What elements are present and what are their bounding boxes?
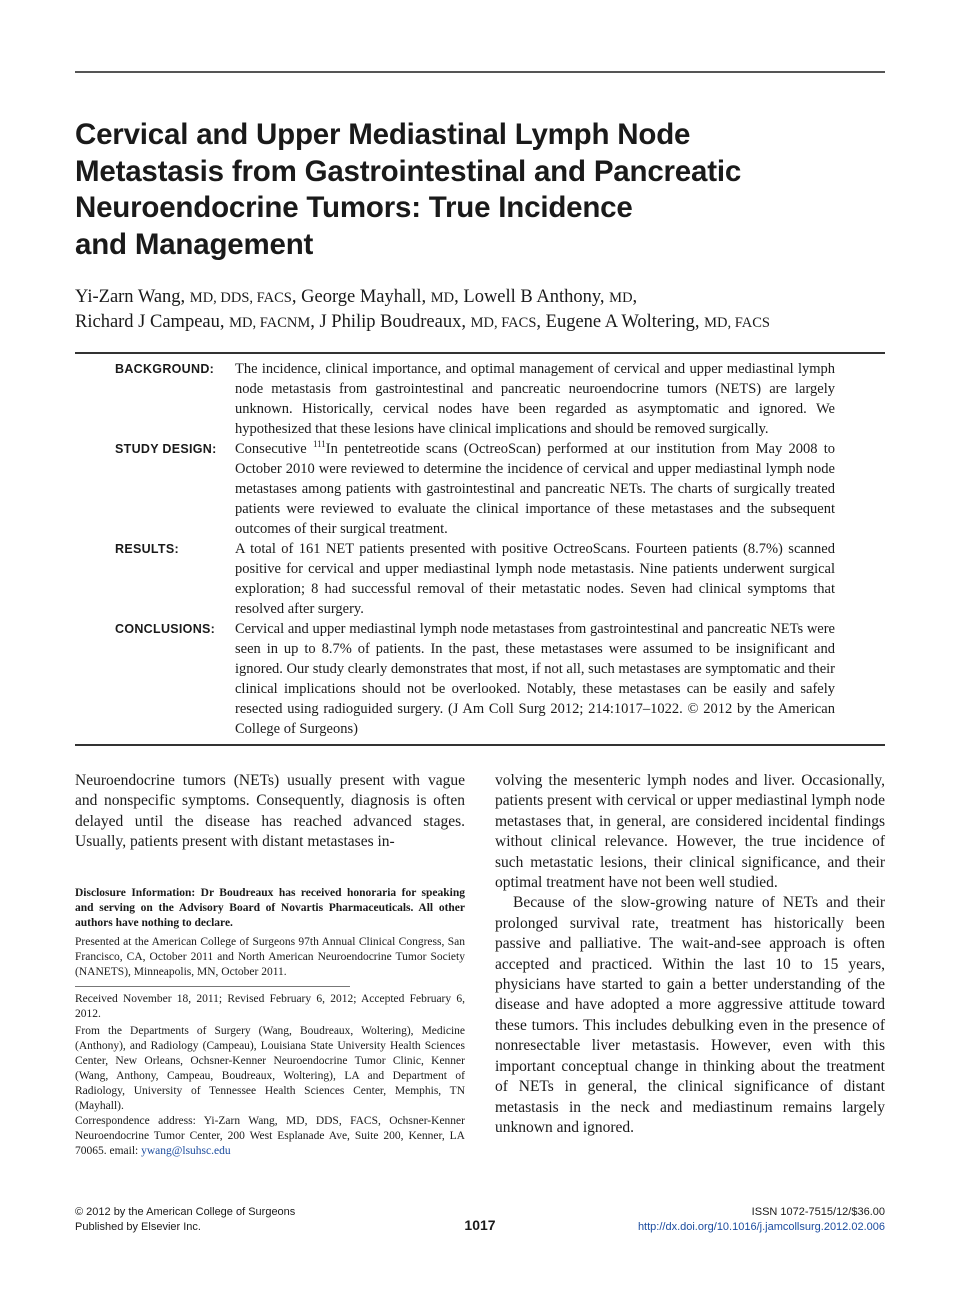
title-line: and Management (75, 227, 314, 261)
presented-note: Presented at the American College of Surgeons 97th Annual Clinical Congress, San Francisco, CA, October 2011 and North American Neuroendocrine Tumor Society (NANETS), Minneapolis, MN, October 2011. (75, 936, 465, 978)
author-list (75, 285, 885, 335)
abstract-results (75, 539, 885, 619)
abstract-top-rule (75, 352, 885, 354)
author-line: Yi-Zarn Wang, MD, DDS, FACS, George Mayhall, MD, Lowell B Anthony, MD, (75, 287, 638, 307)
section-label: RESULTS: (115, 542, 179, 556)
abstract-study-design (75, 439, 885, 539)
footnote-divider (75, 986, 350, 987)
abstract-conclusions (75, 619, 885, 739)
body-paragraph: volving the mesenteric lymph nodes and liver. Occasionally, patients present with cervical or upper mediastinal lymph node metastases that, in general, are considered incidental findings without clinical relevance. However, the true incidence of such metastatic lesions, their clinical significance, and their optimal treatment have not been well studied. (495, 772, 885, 892)
body-paragraph: Because of the slow-growing nature of NETs and their prolonged survival rate, treatment has historically been passive and palliative. The wait-and-see approach is often accepted and practiced. Within the last 10 to 15 years, physicians have started to gain a better understanding of the disease and have adopted a more aggressive attitude toward these tumors. This includes debulking even in the presence of nonresectable liver metastasis. However, even with this important conceptual change in thinking about the treatment of NETs in general, the clinical significance of distant metastasis in the neck and mediastinum remains largely unknown and ignored. (495, 894, 885, 1136)
doi-link[interactable]: http://dx.doi.org/10.1016/j.jamcollsurg.2012.02.006 (637, 1221, 885, 1233)
title-line: Metastasis from Gastrointestinal and Pancreatic (75, 154, 742, 188)
section-text: Cervical and upper mediastinal lymph node metastases from gastrointestinal and pancreatic NETs were seen in up to 8.7% of patients. In the past, these metastases were assumed to be insignificant and ignored. Our study clearly demonstrates that most, if not all, such metastases are symptomatic and their clinical implications should not be overlooked. Notably, these metastases can be easily and safely resected using radioguided surgery. (J Am Coll Surg 2012; 214:1017–1022. © 2012 by the American College of Surgeons) (235, 621, 835, 737)
title-line: Cervical and Upper Mediastinal Lymph Node (75, 118, 691, 151)
body-paragraph: Neuroendocrine tumors (NETs) usually present with vague and nonspecific symptoms. Consequently, diagnosis is often delayed until the disease has reached advanced stages. Usually, patients present with distant metastases in- (75, 772, 465, 851)
body-column-left (75, 771, 465, 853)
disclosure-note: Disclosure Information: Dr Boudreaux has received honoraria for speaking and serving on the Advisory Board of Novartis Pharmaceuticals. All other authors have nothing to declare. (75, 887, 465, 929)
footnotes-top (75, 886, 465, 980)
author-line: Richard J Campeau, MD, FACNM, J Philip Boudreaux, MD, FACS, Eugene A Woltering, MD, FACS (75, 312, 770, 332)
affiliation-note: From the Departments of Surgery (Wang, Boudreaux, Woltering), Medicine (Anthony), and Radiology (Campeau), Louisiana State University Health Sciences Center, New Orleans, Ochsner-Kenner Neuroendocrine Tumor Clinic, Kenner (Wang, Anthony, Campeau, Boudreaux, Woltering), LA and Department of Radiology, University of Tennessee Health Sciences Center, Memphis, TN (Mayhall). (75, 1025, 465, 1112)
footer-left (75, 1205, 295, 1235)
section-text: The incidence, clinical importance, and optimal management of cervical and upper mediastinal lymph node metastasis from gastrointestinal and pancreatic neuroendocrine tumors (NETS) are largely unknown. Historically, cervical nodes have been regarded as asymptomatic and ignored. We hypothesized that these lesions have clinical implications and should be removed surgically. (235, 361, 835, 437)
abstract-bottom-rule (75, 744, 885, 746)
correspondence-note: Correspondence address: Yi-Zarn Wang, MD, DDS, FACS, Ochsner-Kenner Neuroendocrine Tumor Center, 200 West Esplanade Ave, Suite 200, Kenner, LA 70065. email: ywang@lsuhsc.edu (75, 1115, 465, 1157)
email-link[interactable]: ywang@lsuhsc.edu (141, 1145, 231, 1157)
received-note: Received November 18, 2011; Revised February 6, 2012; Accepted February 6, 2012. (75, 993, 465, 1020)
section-label: BACKGROUND: (115, 362, 215, 376)
section-label: CONCLUSIONS: (115, 622, 216, 636)
page-number: 1017 (464, 1217, 496, 1233)
body-column-right (495, 771, 885, 1138)
top-rule (75, 71, 885, 73)
section-text: Consecutive $^{111}$In pentetreotide scans (OctreoScan) performed at our institution from May 2008 to October 2010 were reviewed to determine the incidence of cervical and upper mediastinal lymph node metastases among patients with gastrointestinal and pancreatic NETs. The charts of surgically treated patients were reviewed to evaluate the clinical importance of these metastases and the subsequent outcomes of their surgical treatment. (235, 439, 835, 537)
section-label: STUDY DESIGN: (115, 442, 217, 456)
abstract-background (75, 359, 885, 439)
title-line: Neuroendocrine Tumors: True Incidence (75, 191, 633, 224)
footer-right (560, 1205, 885, 1235)
copyright-text: © 2012 by the American College of Surgeons (75, 1206, 296, 1218)
publisher-text: Published by Elsevier Inc. (75, 1221, 201, 1233)
article-title (75, 117, 875, 263)
abstract (75, 359, 885, 739)
footnotes-bottom (75, 992, 465, 1159)
section-text: A total of 161 NET patients presented with positive OctreoScans. Fourteen patients (8.7%) scanned positive for cervical and upper mediastinal lymph node metastasis. Nine patients underwent surgical exploration; 8 had successful removal of their metastatic nodes. Seven had clinical symptoms that resolved after surgery. (235, 541, 835, 617)
issn-text: ISSN 1072-7515/12/$36.00 (751, 1206, 885, 1218)
